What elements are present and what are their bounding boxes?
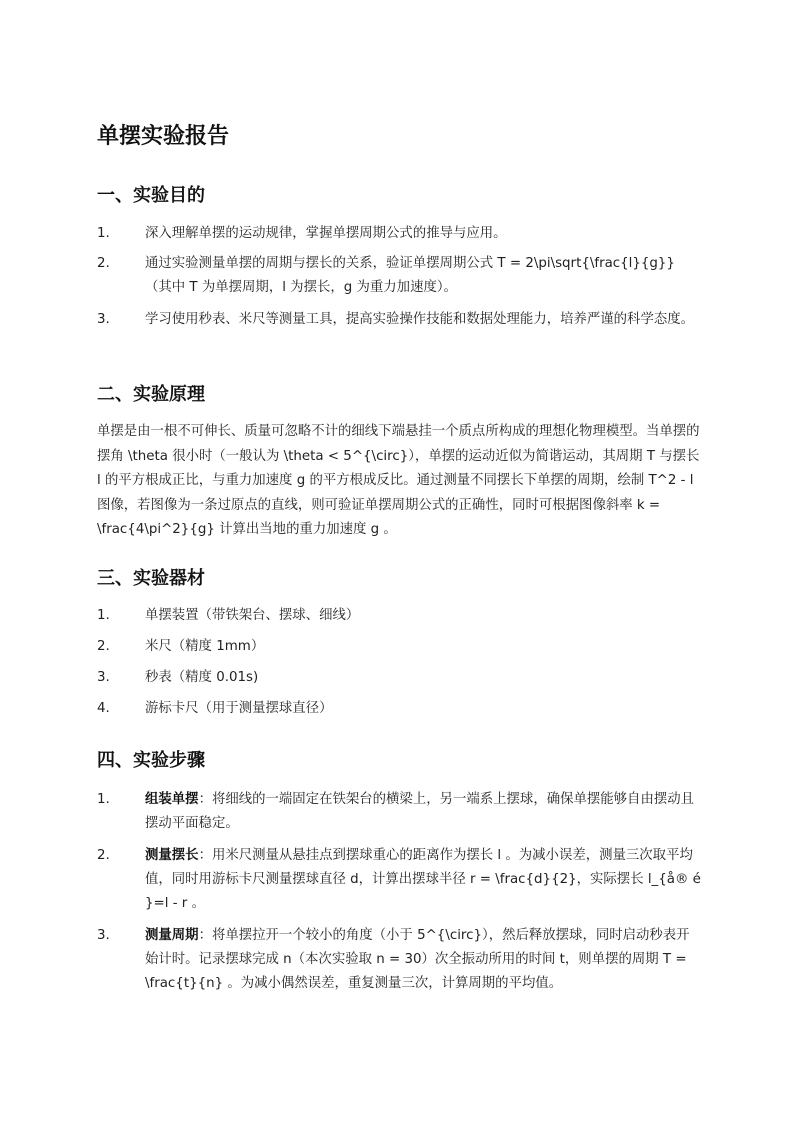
list-item: [97, 844, 702, 916]
item-text: [145, 788, 702, 836]
item-text: 游标卡尺（用于测量摆球直径）: [145, 701, 333, 716]
item-number: 2.: [97, 848, 110, 863]
item-number: 1.: [97, 608, 110, 623]
step-description: ：用米尺测量从悬挂点到摆球重心的距离作为摆长 l 。为减小误差，测量三次取平均值，同时用游标卡尺测量摆球直径 d，计算出摆球半径 r = \frac{d}{2}，实际摆长 l_{å® é }=l - r 。: [145, 848, 701, 911]
list-item: [97, 788, 702, 836]
principle-paragraph: 单摆是由一根不可伸长、质量可忽略不计的细线下端悬挂一个质点所构成的理想化物理模型。当单摆的摆角 \theta 很小时（一般认为 \theta < 5^{\circ}），单摆的运动近似为简谐运动，其周期 T 与摆长 l 的平方根成正比，与重力加速度 g 的平方根成反比。通过测量不同摆长下单摆的周期，绘制 T^2 - l 图像，若图像为一条过原点的直线，则可验证单摆周期公式的正确性，同时可根据图像斜率 k = \frac{4\pi^2}{g} 计算出当地的重力加速度 g 。: [97, 424, 700, 537]
section-heading-procedure: 四、实验步骤: [97, 750, 205, 771]
item-text: 单摆装置（带铁架台、摆球、细线）: [145, 608, 360, 623]
equipment-list: [97, 604, 702, 721]
item-text: 秒表（精度 0.01s): [145, 670, 259, 685]
item-text: 通过实验测量单摆的周期与摆长的关系，验证单摆周期公式 T = 2\pi\sqrt{\frac{l}{g}} （其中 T 为单摆周期，l 为摆长，g 为重力加速度）。: [145, 256, 675, 295]
item-number: 1.: [97, 792, 110, 807]
procedure-list: [97, 788, 702, 996]
list-item: [97, 604, 702, 628]
list-item: [97, 252, 702, 300]
document-title: 单摆实验报告: [97, 124, 230, 149]
item-text: 深入理解单摆的运动规律，掌握单摆周期公式的推导与应用。: [145, 226, 507, 241]
step-label: 组装单摆: [145, 792, 199, 807]
step-description: ：将细线的一端固定在铁架台的横梁上，另一端系上摆球，确保单摆能够自由摆动且摆动平面稳定。: [145, 792, 695, 831]
list-item: [97, 924, 702, 996]
list-item: [97, 666, 702, 690]
item-number: 3.: [97, 670, 110, 685]
item-text: [145, 844, 702, 916]
item-number: 3.: [97, 928, 110, 943]
section-heading-principle: 二、实验原理: [97, 384, 205, 405]
section-heading-purpose: 一、实验目的: [97, 185, 205, 206]
purpose-list: [97, 222, 702, 332]
item-text: 学习使用秒表、米尺等测量工具，提高实验操作技能和数据处理能力，培养严谨的科学态度。: [145, 312, 695, 327]
list-item: [97, 635, 702, 659]
item-number: 3.: [97, 312, 110, 327]
section-heading-equipment: 三、实验器材: [97, 568, 205, 589]
step-description: ：将单摆拉开一个较小的角度（小于 5^{\circ}），然后释放摆球，同时启动秒表开始计时。记录摆球完成 n（本次实验取 n = 30）次全振动所用的时间 t，则单摆的周期 T = \frac{t}{n} 。为减小偶然误差，重复测量三次，计算周期的平均值。: [145, 928, 690, 991]
list-item: [97, 697, 702, 721]
step-label: 测量摆长: [145, 848, 199, 863]
item-number: 4.: [97, 701, 110, 716]
list-item: [97, 308, 702, 332]
item-number: 2.: [97, 256, 110, 271]
item-text: [145, 924, 702, 996]
list-item: [97, 222, 702, 246]
item-text: 米尺（精度 1mm）: [145, 639, 265, 654]
item-number: 2.: [97, 639, 110, 654]
step-label: 测量周期: [145, 928, 199, 943]
item-number: 1.: [97, 226, 110, 241]
